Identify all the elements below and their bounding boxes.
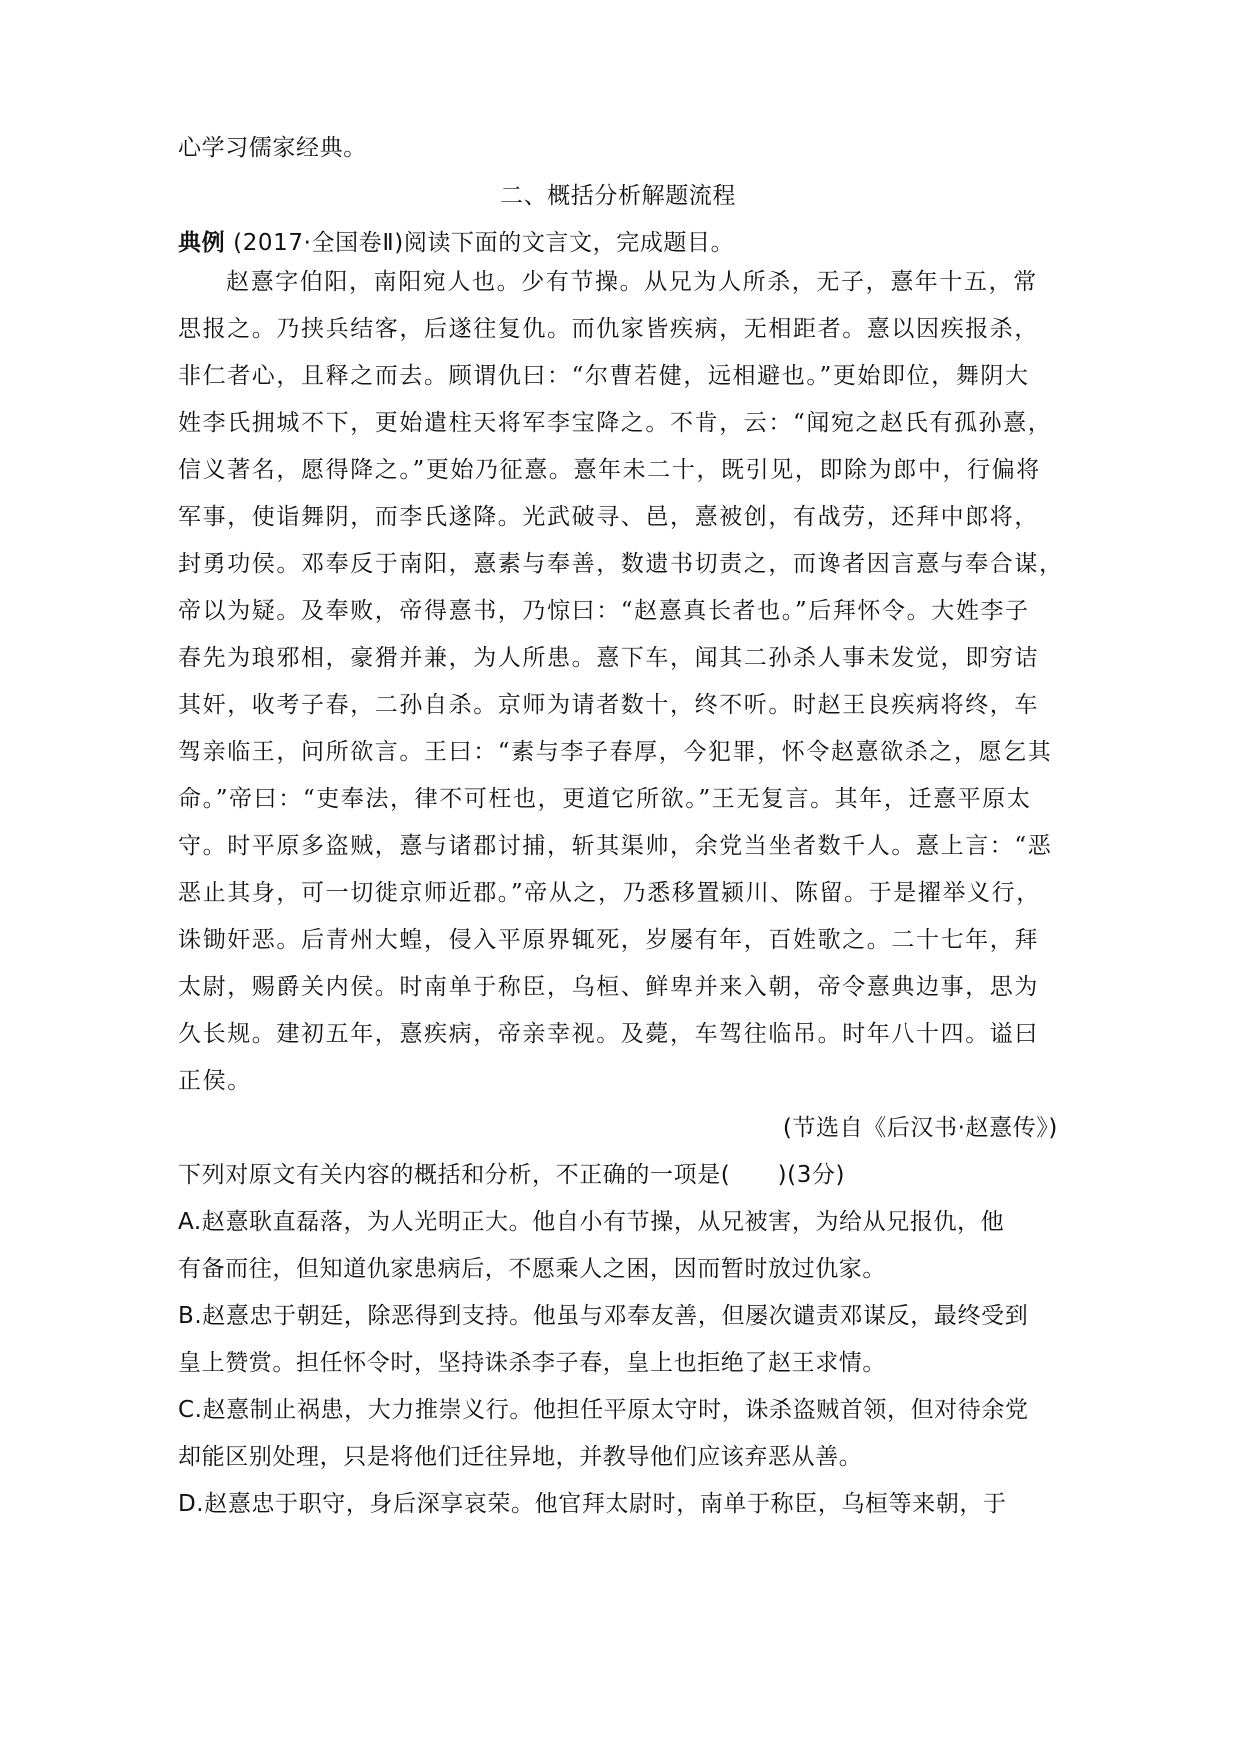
passage-line: 帝以为疑。及奉败，帝得憙书，乃惊曰：“赵憙真长者也。”后拜怀令。大姓李子: [178, 598, 1030, 624]
option-b: B.赵憙忠于朝廷，除恶得到支持。他虽与邓奉友善，但屡次谴责邓谋反，最终受到: [178, 1303, 1029, 1329]
question-stem: 下列对原文有关内容的概括和分析，不正确的一项是( )(3分): [178, 1162, 846, 1188]
passage-line: 久长规。建初五年，憙疾病，帝亲幸视。及薨，车驾往临吊。时年八十四。谥曰: [178, 1021, 1039, 1047]
passage-line: 命。”帝曰：“吏奉法，律不可枉也，更道它所欲。”王无复言。其年，迁憙平原太: [178, 786, 1032, 812]
passage-line: 诛锄奸恶。后青州大蝗，侵入平原界辄死，岁屡有年，百姓歌之。二十七年，拜: [178, 927, 1039, 953]
example-label: 典例: [178, 230, 226, 256]
example-intro: (2017·全国卷Ⅱ)阅读下面的文言文，完成题目。: [233, 230, 735, 256]
option-a-cont: 有备而往，但知道仇家患病后，不愿乘人之困，因而暂时放过仇家。: [178, 1256, 886, 1282]
example-heading: [178, 227, 1058, 259]
passage-line: 其奸，收考子春，二孙自杀。京师为请者数十，终不听。时赵王良疾病将终，车: [178, 692, 1039, 718]
source-citation: (节选自《后汉书·赵憙传》): [782, 1115, 1058, 1141]
section-title: 二、概括分析解题流程: [500, 183, 736, 209]
passage-line: 太尉，赐爵关内侯。时南单于称臣，乌桓、鲜卑并来入朝，帝令憙典边事，思为: [178, 974, 1039, 1000]
passage-line: 非仁者心，且释之而去。顾谓仇曰：“尔曹若健，远相避也。”更始即位，舞阴大: [178, 363, 1030, 389]
passage-line: 春先为琅邪相，豪猾并兼，为人所患。憙下车，闻其二孙杀人事未发觉，即穷诘: [178, 645, 1039, 671]
option-a: A.赵憙耿直磊落，为人光明正大。他自小有节操，从兄被害，为给从兄报仇，他: [178, 1209, 1005, 1235]
passage-line: 赵憙字伯阳，南阳宛人也。少有节操。从兄为人所杀，无子，憙年十五，常: [226, 269, 1038, 295]
option-d: D.赵憙忠于职守，身后深享哀荣。他官拜太尉时，南单于称臣，乌桓等来朝，于: [178, 1491, 1007, 1517]
text-line: 心学习儒家经典。: [178, 135, 367, 161]
passage-line: 思报之。乃挟兵结客，后遂往复仇。而仇家皆疾病，无相距者。憙以因疾报杀，: [178, 316, 1039, 342]
passage-line: 守。时平原多盗贼，憙与诸郡讨捕，斩其渠帅，余党当坐者数千人。憙上言：“恶: [178, 833, 1053, 859]
passage-line: 封勇功侯。邓奉反于南阳，憙素与奉善，数遗书切责之，而谗者因言憙与奉合谋，: [178, 551, 1064, 577]
passage-line: 姓李氏拥城不下，更始遣柱天将军李宝降之。不肯，云：“闻宛之赵氏有孤孙憙，: [178, 410, 1053, 436]
passage-line: 正侯。: [178, 1068, 252, 1094]
passage-line: 驾亲临王，问所欲言。王曰：“素与李子春厚，今犯罪，怀令赵憙欲杀之，愿乞其: [178, 739, 1053, 765]
passage-line: 恶止其身，可一切徙京师近郡。”帝从之，乃悉移置颍川、陈留。于是擢举义行，: [178, 880, 1041, 906]
option-c-cont: 却能区别处理，只是将他们迁往异地，并教导他们应该弃恶从善。: [178, 1444, 863, 1470]
passage-line: 军事，使诣舞阴，而李氏遂降。光武破寻、邑，憙被创，有战劳，还拜中郎将，: [178, 504, 1039, 530]
passage-line: 信义著名，愿得降之。”更始乃征憙。憙年未二十，既引见，即除为郎中，行偏将: [178, 457, 1041, 483]
option-c: C.赵憙制止祸患，大力推崇义行。他担任平原太守时，诛杀盗贼首领，但对待余党: [178, 1397, 1029, 1423]
option-b-cont: 皇上赞赏。担任怀令时，坚持诛杀李子春，皇上也拒绝了赵王求情。: [178, 1350, 886, 1376]
